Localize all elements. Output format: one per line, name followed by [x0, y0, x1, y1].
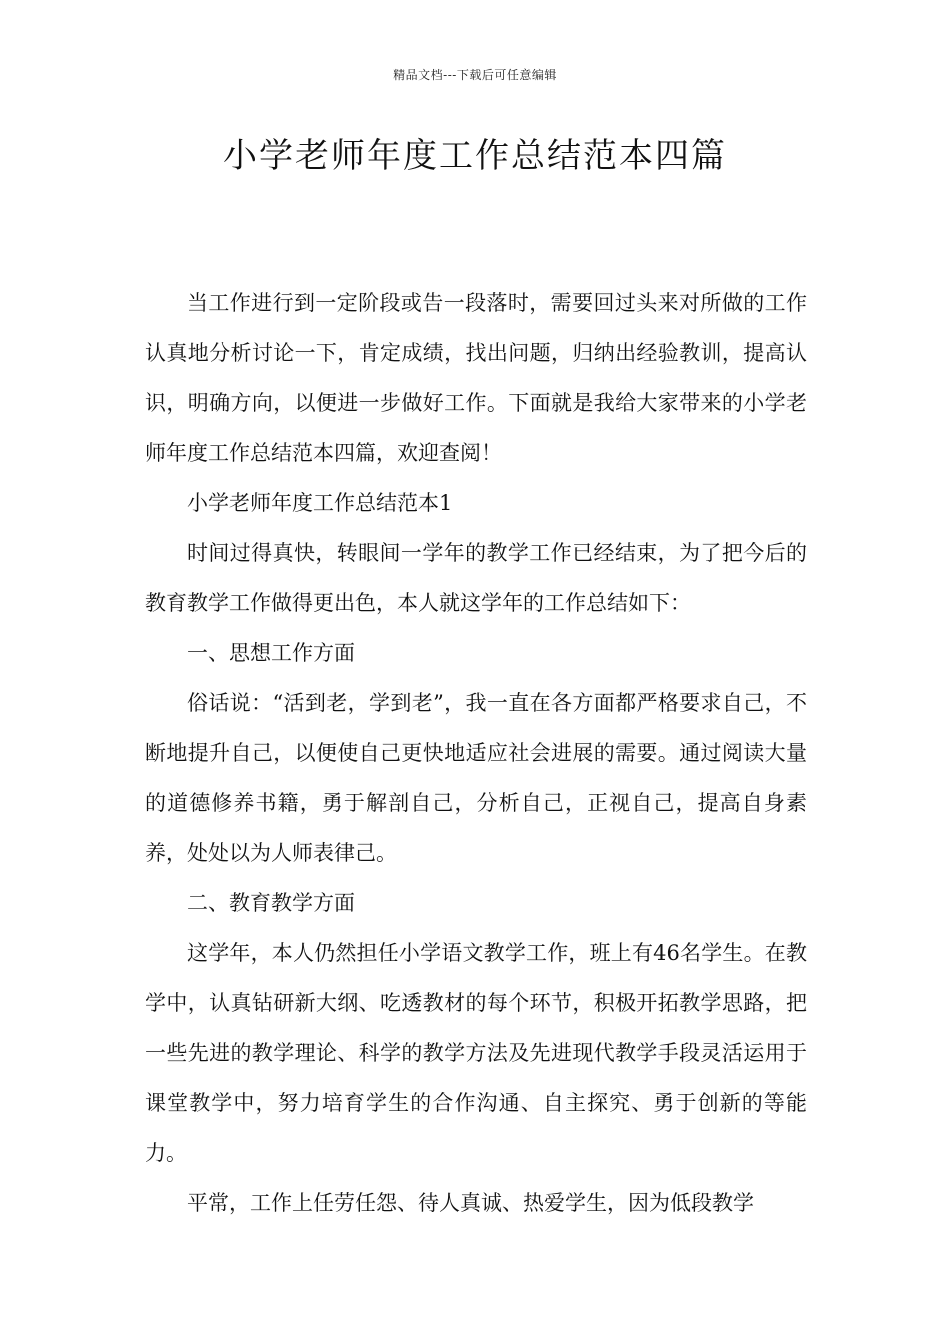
paragraph-thought: 俗话说：“活到老，学到老”，我一直在各方面都严格要求自己，不断地提升自己，以便使自己更快地适应社会进展的需要。通过阅读大量的道德修养书籍，勇于解剖自己，分析自己，正视自己，提高自身素养，处处以为人师表律己。: [145, 691, 807, 865]
document-title: 小学老师年度工作总结范本四篇: [223, 136, 727, 176]
header-note: 精品文档---下载后可任意编辑: [393, 68, 557, 82]
section-heading-teaching: 二、教育教学方面: [187, 891, 355, 915]
paragraph-daily: 平常，工作上任劳任怨、待人真诚、热爱学生，因为低段教学: [187, 1191, 754, 1215]
paragraph-teaching: 这学年，本人仍然担任小学语文教学工作，班上有46名学生。在教学中，认真钻研新大纲、吃透教材的每个环节，积极开拓教学思路，把一些先进的教学理论、科学的教学方法及先进现代教学手段灵活运用于课堂教学中，努力培育学生的合作沟通、自主探究、勇于创新的等能力。: [145, 941, 807, 1165]
section-heading-sample-1: 小学老师年度工作总结范本1: [187, 491, 453, 515]
paragraph-opening: 时间过得真快，转眼间一学年的教学工作已经结束，为了把今后的教育教学工作做得更出色，本人就这学年的工作总结如下：: [145, 541, 807, 615]
paragraph-intro: 当工作进行到一定阶段或告一段落时，需要回过头来对所做的工作认真地分析讨论一下，肯定成绩，找出问题，归纳出经验教训，提高认识，明确方向，以便进一步做好工作。下面就是我给大家带来的小学老师年度工作总结范本四篇，欢迎查阅！: [145, 291, 807, 465]
section-heading-thought: 一、思想工作方面: [187, 641, 355, 665]
document-body: [145, 278, 807, 1228]
